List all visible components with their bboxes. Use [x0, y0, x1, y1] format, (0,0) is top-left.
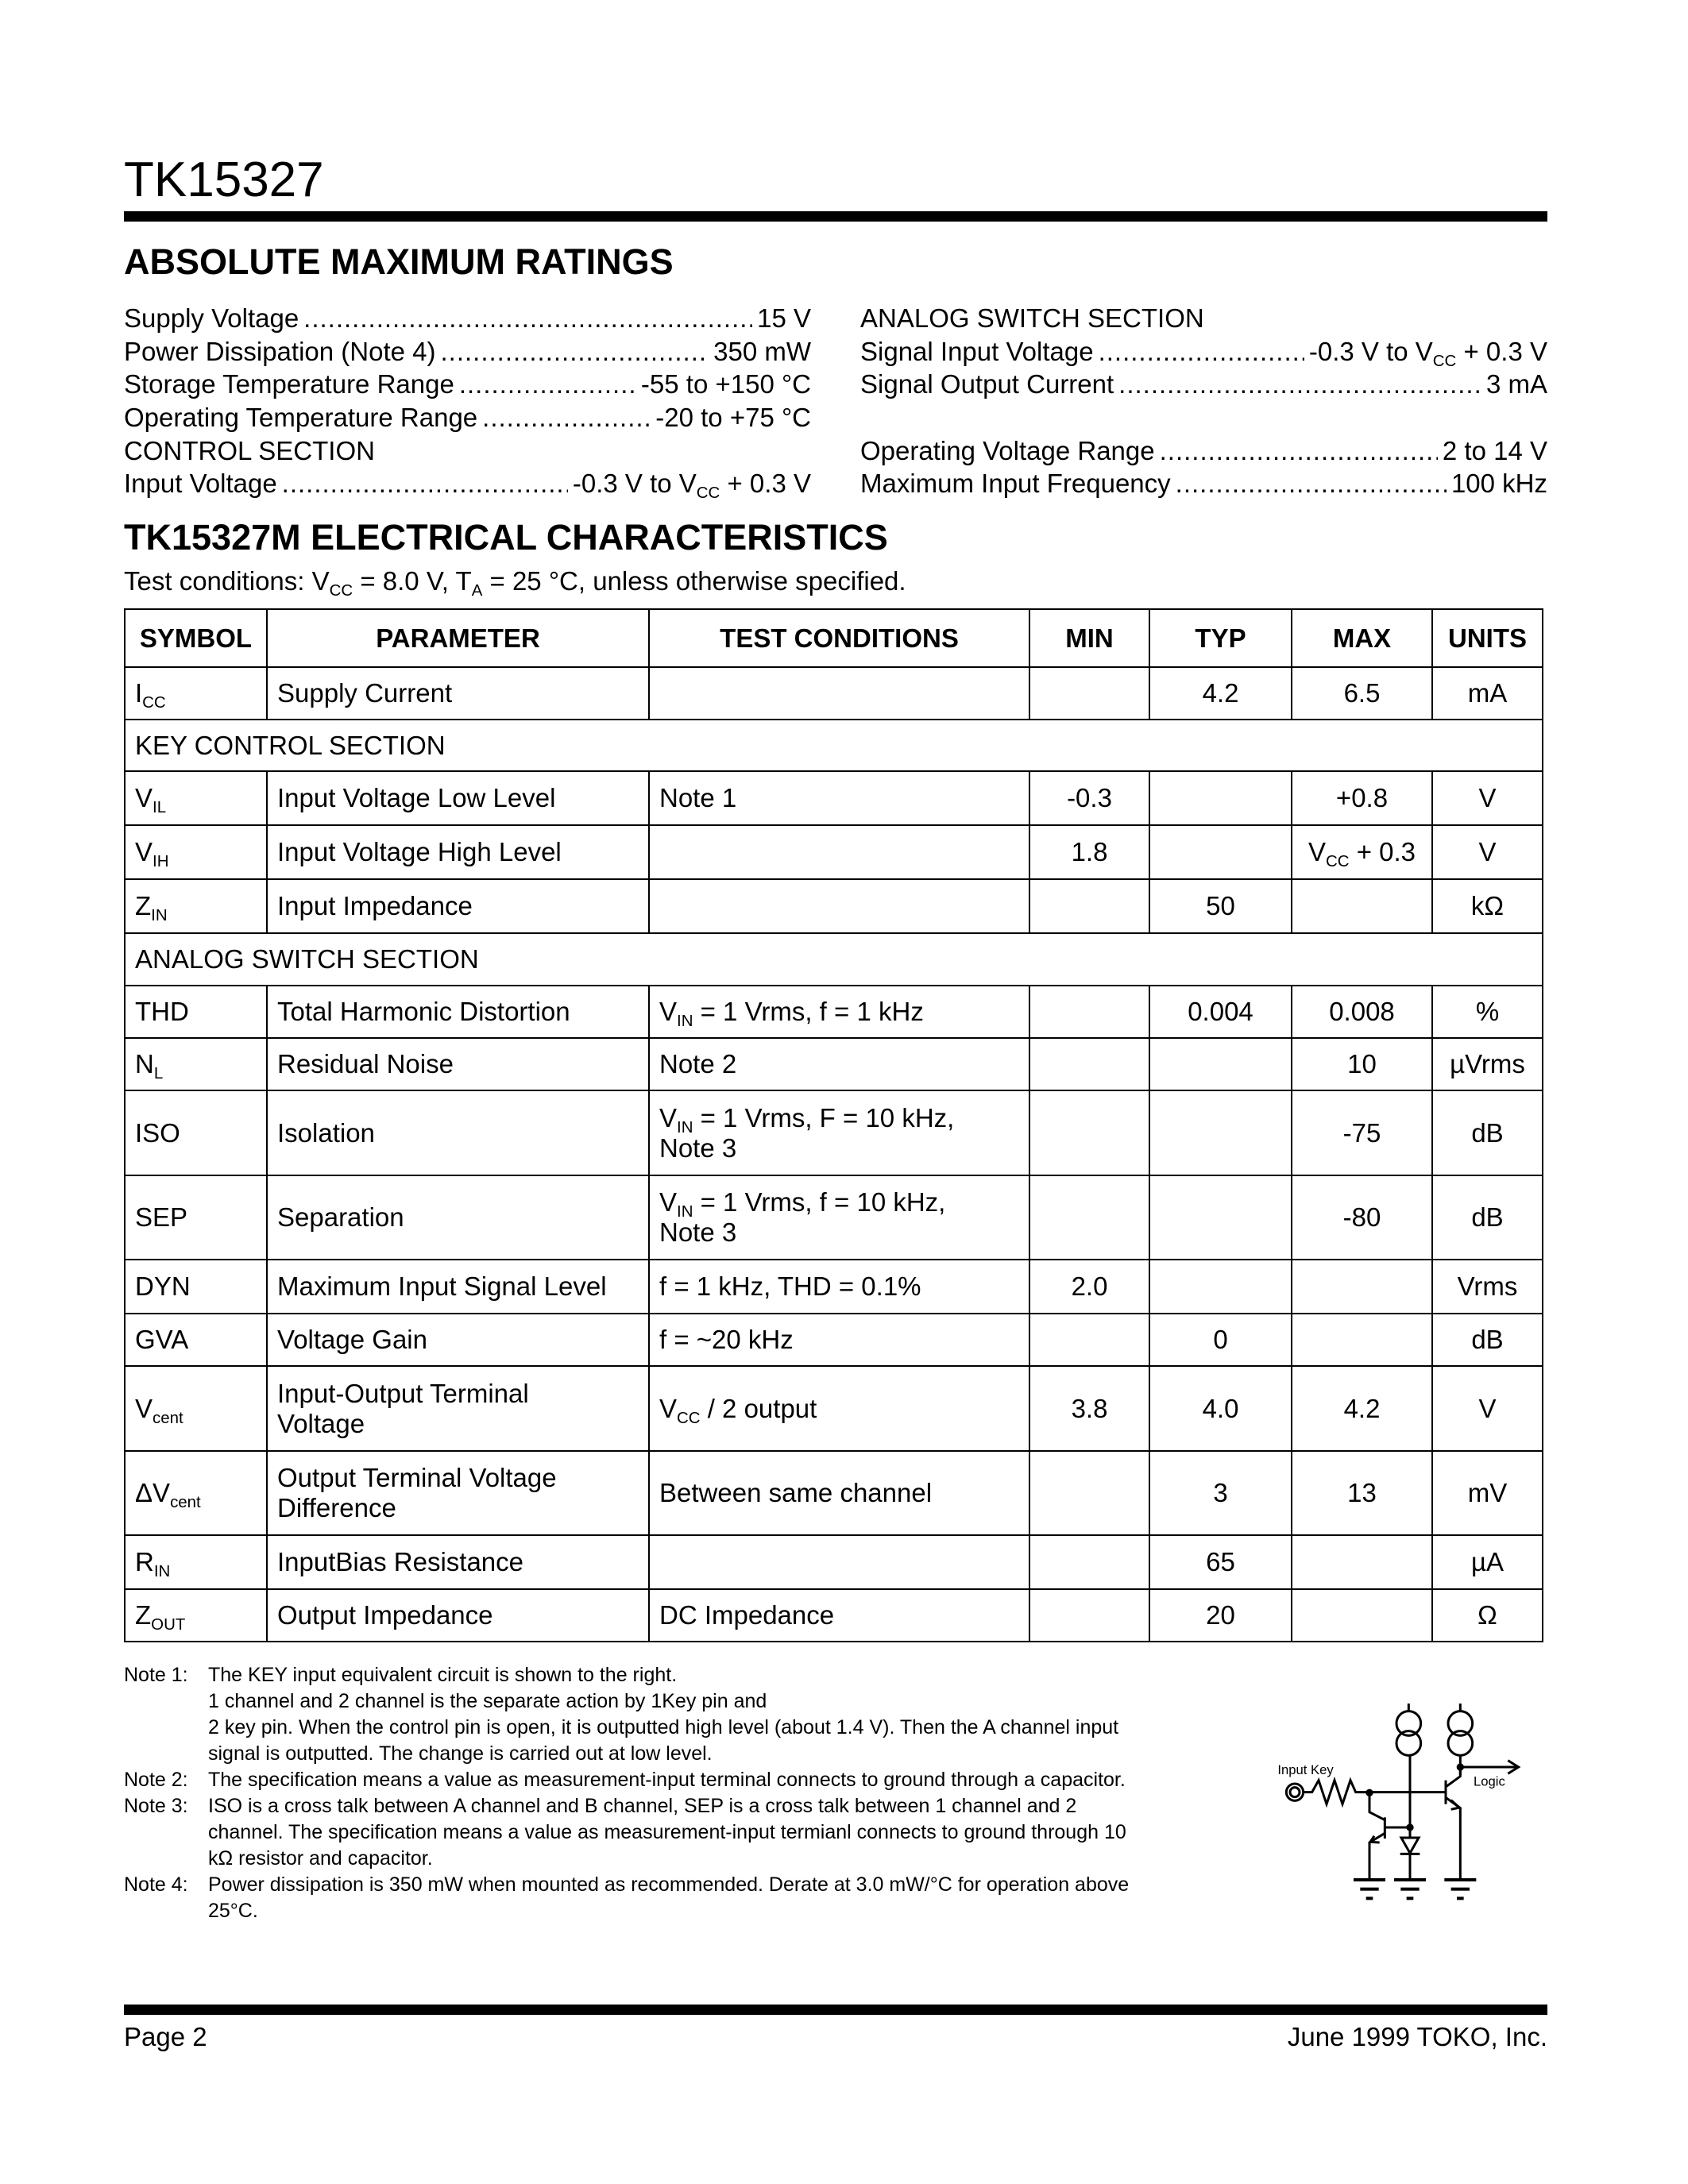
cell-units: dB: [1432, 1314, 1543, 1366]
cell-units: dB: [1432, 1175, 1543, 1260]
cell-min: [1029, 1589, 1149, 1642]
rating-section-heading: [124, 434, 811, 468]
rating-row: [124, 401, 811, 434]
cell-min: [1029, 1090, 1149, 1175]
note-line: 1 channel and 2 channel is the separate action by 1Key pin and: [208, 1690, 767, 1712]
note: [124, 1793, 1268, 1872]
column-header-typ: TYP: [1149, 609, 1292, 667]
section-label: ANALOG SWITCH SECTION: [125, 933, 1543, 986]
cell-units: mV: [1432, 1451, 1543, 1535]
table-section-row: [125, 720, 1543, 771]
rating-value: [572, 467, 811, 503]
subscript: CC: [677, 1408, 701, 1427]
table-row: [125, 879, 1543, 933]
cell-typ: 65: [1149, 1535, 1292, 1589]
table-row: [125, 825, 1543, 879]
cell-max: -75: [1292, 1090, 1432, 1175]
cell-units: mA: [1432, 667, 1543, 720]
text-segment: V: [659, 1187, 678, 1217]
cell-min: [1029, 879, 1149, 933]
cell-units: V: [1432, 771, 1543, 825]
cell-max: [1292, 825, 1432, 879]
electrical-characteristics-heading: TK15327M ELECTRICAL CHARACTERISTICS: [124, 517, 888, 558]
rating-row: [860, 467, 1547, 500]
note-line: 25°C.: [208, 1900, 258, 1922]
subscript: IN: [153, 1562, 171, 1581]
text-segment: = 1 Vrms, f = 1 kHz: [693, 997, 924, 1026]
note-line: ISO is a cross talk between A channel and B channel, SEP is a cross talk between 1 channel and 2: [208, 1795, 1077, 1817]
text-segment: -0.3 V to V: [572, 469, 697, 499]
cell-min: [1029, 1038, 1149, 1090]
section-label: CONTROL SECTION: [124, 435, 375, 465]
note-label: Note 3:: [124, 1795, 188, 1817]
cell-units: V: [1432, 825, 1543, 879]
cell-max: 0.008: [1292, 986, 1432, 1038]
resistor-icon: [1304, 1781, 1446, 1804]
ground-icon: [1354, 1878, 1385, 1900]
note-body: [208, 1793, 1126, 1872]
cell-parameter: Supply Current: [267, 667, 649, 720]
cell-parameter: Input-Output Terminal Voltage: [267, 1366, 649, 1451]
rating-row: [124, 467, 811, 503]
text-segment: = 25 °C, unless otherwise specified.: [482, 566, 906, 596]
text-segment: -0.3 V to V: [1308, 336, 1433, 366]
dot-leader: [441, 335, 709, 369]
header-rule: [124, 211, 1547, 222]
logic-label: Logic: [1474, 1773, 1505, 1789]
electrical-characteristics-table: [124, 608, 1543, 1642]
footer-rule: [124, 2005, 1547, 2015]
note: [124, 1872, 1268, 1924]
table-row: [125, 1038, 1543, 1090]
table-row: [125, 1366, 1543, 1451]
rating-value: [713, 335, 811, 369]
cell-test-conditions: [649, 1366, 1029, 1451]
ratings-right-column: [860, 302, 1547, 500]
cell-units: Vrms: [1432, 1260, 1543, 1314]
text-segment: Z: [135, 891, 152, 920]
subscript: cent: [170, 1493, 201, 1512]
cell-test-conditions: [649, 667, 1029, 720]
note-line: The specification means a value as measurement-input terminal connects to ground through a capacitor.: [208, 1769, 1126, 1791]
column-header-units: UNITS: [1432, 609, 1543, 667]
cell-symbol: [125, 1535, 267, 1589]
dot-leader: [282, 467, 568, 500]
text-segment: 100 kHz: [1450, 469, 1547, 499]
table-row: [125, 1175, 1543, 1260]
text-segment: + 0.3: [1349, 837, 1416, 866]
text-segment: = 1 Vrms, F = 10 kHz, Note 3: [659, 1102, 955, 1163]
subscript: CC: [1432, 351, 1457, 370]
cell-parameter: Maximum Input Signal Level: [267, 1260, 649, 1314]
rating-label: Signal Output Current: [860, 369, 1114, 399]
text-segment: 15 V: [757, 303, 811, 333]
rating-value: [757, 302, 811, 335]
cell-typ: 20: [1149, 1589, 1292, 1642]
cell-parameter: InputBias Resistance: [267, 1535, 649, 1589]
subscript: CC: [1326, 852, 1350, 871]
key-input-equivalent-circuit: [1255, 1668, 1557, 1906]
cell-units: Ω: [1432, 1589, 1543, 1642]
table-section-row: [125, 933, 1543, 986]
cell-max: [1292, 1535, 1432, 1589]
rating-label: Supply Voltage: [124, 303, 299, 333]
text-segment: V: [659, 1393, 678, 1423]
text-segment: V: [1308, 837, 1326, 866]
text-segment: I: [135, 678, 143, 708]
cell-min: 1.8: [1029, 825, 1149, 879]
table-row: [125, 986, 1543, 1038]
table-row: [125, 1090, 1543, 1175]
cell-parameter: Separation: [267, 1175, 649, 1260]
ground-icon: [1444, 1878, 1476, 1900]
table-row: [125, 1314, 1543, 1366]
table-row: [125, 667, 1543, 720]
subscript: CC: [142, 693, 166, 712]
test-conditions: [124, 565, 906, 600]
column-header-test-conditions: TEST CONDITIONS: [649, 609, 1029, 667]
section-label: KEY CONTROL SECTION: [125, 720, 1543, 771]
notes: [124, 1662, 1268, 1924]
cell-typ: 4.2: [1149, 667, 1292, 720]
cell-test-conditions: [649, 986, 1029, 1038]
text-segment: V: [135, 837, 153, 866]
dot-leader: [1160, 434, 1438, 468]
dot-leader: [303, 302, 752, 335]
text-segment: V: [135, 1393, 153, 1423]
cell-typ: [1149, 825, 1292, 879]
subscript: IN: [677, 1012, 693, 1031]
subscript: IH: [153, 852, 169, 871]
rating-label: Operating Temperature Range: [124, 403, 478, 433]
note-label: Note 2:: [124, 1769, 188, 1791]
cell-min: [1029, 986, 1149, 1038]
cell-min: -0.3: [1029, 771, 1149, 825]
rating-section-heading: [860, 302, 1547, 335]
text-segment: / 2 output: [700, 1393, 817, 1423]
rating-value: [1443, 434, 1547, 468]
cell-typ: [1149, 1090, 1292, 1175]
cell-symbol: [125, 1451, 267, 1535]
input-key-label: Input Key: [1277, 1762, 1334, 1777]
subscript: cent: [153, 1408, 183, 1427]
cell-symbol: [125, 771, 267, 825]
text-segment: V: [135, 783, 153, 812]
rating-label: Power Dissipation (Note 4): [124, 336, 436, 366]
section-label: ANALOG SWITCH SECTION: [860, 303, 1204, 333]
cell-typ: [1149, 1038, 1292, 1090]
note-label: Note 1:: [124, 1664, 188, 1686]
cell-units: dB: [1432, 1090, 1543, 1175]
cell-test-conditions: DC Impedance: [649, 1589, 1029, 1642]
rating-row: [124, 368, 811, 401]
dot-leader: [1099, 335, 1304, 369]
subscript: IN: [677, 1117, 693, 1136]
cell-max: [1292, 1260, 1432, 1314]
text-segment: = 8.0 V, T: [353, 566, 472, 596]
cell-symbol: [125, 1366, 267, 1451]
text-segment: 2 to 14 V: [1442, 435, 1547, 465]
rating-row: [860, 335, 1547, 369]
cell-min: 3.8: [1029, 1366, 1149, 1451]
subscript: IL: [153, 798, 167, 817]
rating-value: [1451, 467, 1547, 500]
note-line: The KEY input equivalent circuit is shown to the right.: [208, 1664, 678, 1686]
text-segment: -55 to +150 °C: [640, 369, 811, 399]
cell-test-conditions: [649, 879, 1029, 933]
dot-leader: [1118, 368, 1481, 401]
text-segment: Z: [135, 1600, 152, 1630]
subscript: OUT: [151, 1615, 186, 1634]
text-segment: R: [135, 1547, 154, 1576]
cell-max: 13: [1292, 1451, 1432, 1535]
cell-max: [1292, 1314, 1432, 1366]
cell-units: V: [1432, 1366, 1543, 1451]
rating-row: [124, 335, 811, 369]
cell-min: [1029, 667, 1149, 720]
cell-test-conditions: [649, 1535, 1029, 1589]
table-row: [125, 1535, 1543, 1589]
rating-row: [860, 368, 1547, 401]
cell-max: 6.5: [1292, 667, 1432, 720]
rating-value: [641, 368, 811, 401]
text-segment: + 0.3 V: [1456, 336, 1547, 366]
note: [124, 1662, 1268, 1767]
column-header-symbol: SYMBOL: [125, 609, 267, 667]
rating-label: Input Voltage: [124, 469, 277, 499]
subscript: A: [471, 581, 483, 600]
cell-typ: 4.0: [1149, 1366, 1292, 1451]
cell-units: µVrms: [1432, 1038, 1543, 1090]
dot-leader: [1176, 467, 1447, 500]
cell-test-conditions: [649, 1175, 1029, 1260]
cell-parameter: Input Impedance: [267, 879, 649, 933]
note-line: 2 key pin. When the control pin is open, it is outputted high level (about 1.4 V). Then the A channel input: [208, 1716, 1119, 1738]
cell-typ: [1149, 1175, 1292, 1260]
cell-max: -80: [1292, 1175, 1432, 1260]
cell-symbol: [125, 879, 267, 933]
cell-max: 4.2: [1292, 1366, 1432, 1451]
note-line: signal is outputted. The change is carried out at low level.: [208, 1742, 713, 1765]
cell-test-conditions: [649, 825, 1029, 879]
column-header-min: MIN: [1029, 609, 1149, 667]
cell-symbol: SEP: [125, 1175, 267, 1260]
note-label: Note 4:: [124, 1873, 188, 1896]
cell-units: kΩ: [1432, 879, 1543, 933]
note-body: [208, 1872, 1129, 1924]
note-body: [208, 1662, 1118, 1767]
text-segment: 3 mA: [1485, 369, 1547, 399]
cell-test-conditions: [649, 1090, 1029, 1175]
text-segment: ΔV: [135, 1478, 171, 1507]
cell-typ: 0.004: [1149, 986, 1292, 1038]
cell-units: µA: [1432, 1535, 1543, 1589]
note-line: channel. The specification means a value as measurement-input termianl connects to ground through 10: [208, 1821, 1126, 1843]
cell-typ: [1149, 771, 1292, 825]
rating-label: Operating Voltage Range: [860, 435, 1155, 465]
ratings-left-column: [124, 302, 811, 503]
cell-symbol: [125, 825, 267, 879]
note-body: [208, 1767, 1126, 1793]
cell-test-conditions: Note 1: [649, 771, 1029, 825]
cell-parameter: Input Voltage High Level: [267, 825, 649, 879]
text-segment: -20 to +75 °C: [655, 403, 811, 433]
cell-symbol: [125, 667, 267, 720]
rating-label: Maximum Input Frequency: [860, 469, 1171, 499]
cell-min: [1029, 1535, 1149, 1589]
dot-leader: [482, 401, 651, 434]
cell-symbol: [125, 1038, 267, 1090]
cell-test-conditions: Between same channel: [649, 1451, 1029, 1535]
rating-value: [655, 401, 811, 434]
rating-value: [1486, 368, 1547, 401]
cell-typ: [1149, 1260, 1292, 1314]
rating-label: Signal Input Voltage: [860, 336, 1094, 366]
table-row: [125, 1451, 1543, 1535]
cell-units: %: [1432, 986, 1543, 1038]
cell-symbol: GVA: [125, 1314, 267, 1366]
cell-symbol: ISO: [125, 1090, 267, 1175]
cell-typ: 0: [1149, 1314, 1292, 1366]
rating-label: Storage Temperature Range: [124, 369, 454, 399]
text-segment: Test conditions: V: [124, 566, 330, 596]
ground-icon: [1394, 1878, 1426, 1900]
table-row: [125, 1260, 1543, 1314]
text-segment: + 0.3 V: [720, 469, 811, 499]
cell-parameter: Input Voltage Low Level: [267, 771, 649, 825]
cell-parameter: Residual Noise: [267, 1038, 649, 1090]
note: [124, 1767, 1268, 1793]
cell-parameter: Output Terminal Voltage Difference: [267, 1451, 649, 1535]
footer-publisher: June 1999 TOKO, Inc.: [1287, 2022, 1547, 2051]
cell-parameter: Voltage Gain: [267, 1314, 649, 1366]
column-header-parameter: PARAMETER: [267, 609, 649, 667]
text-segment: V: [659, 1102, 678, 1133]
note-line: kΩ resistor and capacitor.: [208, 1847, 433, 1870]
rating-row: [860, 434, 1547, 468]
text-segment: N: [135, 1049, 154, 1078]
subscript: CC: [329, 581, 353, 600]
cell-typ: 3: [1149, 1451, 1292, 1535]
note-line: Power dissipation is 350 mW when mounted as recommended. Derate at 3.0 mW/°C for operation above: [208, 1873, 1130, 1896]
text-segment: V: [659, 997, 678, 1026]
cell-symbol: [125, 1589, 267, 1642]
cell-min: [1029, 1451, 1149, 1535]
rating-row: [124, 302, 811, 335]
rating-value: [1309, 335, 1547, 369]
cell-parameter: Isolation: [267, 1090, 649, 1175]
text-segment: 350 mW: [713, 336, 811, 366]
cell-parameter: Total Harmonic Distortion: [267, 986, 649, 1038]
dot-leader: [459, 368, 636, 401]
cell-min: 2.0: [1029, 1260, 1149, 1314]
table-row: [125, 1589, 1543, 1642]
absolute-maximum-ratings-heading: ABSOLUTE MAXIMUM RATINGS: [124, 241, 674, 282]
cell-test-conditions: f = 1 kHz, THD = 0.1%: [649, 1260, 1029, 1314]
diode-icon: [1401, 1838, 1419, 1853]
subscript: IN: [151, 906, 168, 925]
table-row: [125, 771, 1543, 825]
cell-symbol: DYN: [125, 1260, 267, 1314]
cell-test-conditions: Note 2: [649, 1038, 1029, 1090]
cell-max: [1292, 879, 1432, 933]
cell-test-conditions: f = ~20 kHz: [649, 1314, 1029, 1366]
column-header-max: MAX: [1292, 609, 1432, 667]
cell-min: [1029, 1175, 1149, 1260]
cell-min: [1029, 1314, 1149, 1366]
page-number: Page 2: [124, 2022, 207, 2051]
document-title: TK15327: [124, 152, 324, 207]
subscript: CC: [696, 484, 720, 503]
table-header-row: [125, 609, 1543, 667]
cell-typ: 50: [1149, 879, 1292, 933]
cell-symbol: THD: [125, 986, 267, 1038]
cell-parameter: Output Impedance: [267, 1589, 649, 1642]
cell-max: 10: [1292, 1038, 1432, 1090]
text-segment: = 1 Vrms, f = 10 kHz, Note 3: [659, 1187, 946, 1247]
rating-section-heading: [860, 401, 1547, 434]
cell-max: [1292, 1589, 1432, 1642]
cell-max: +0.8: [1292, 771, 1432, 825]
subscript: L: [153, 1064, 164, 1083]
subscript: IN: [677, 1202, 693, 1221]
